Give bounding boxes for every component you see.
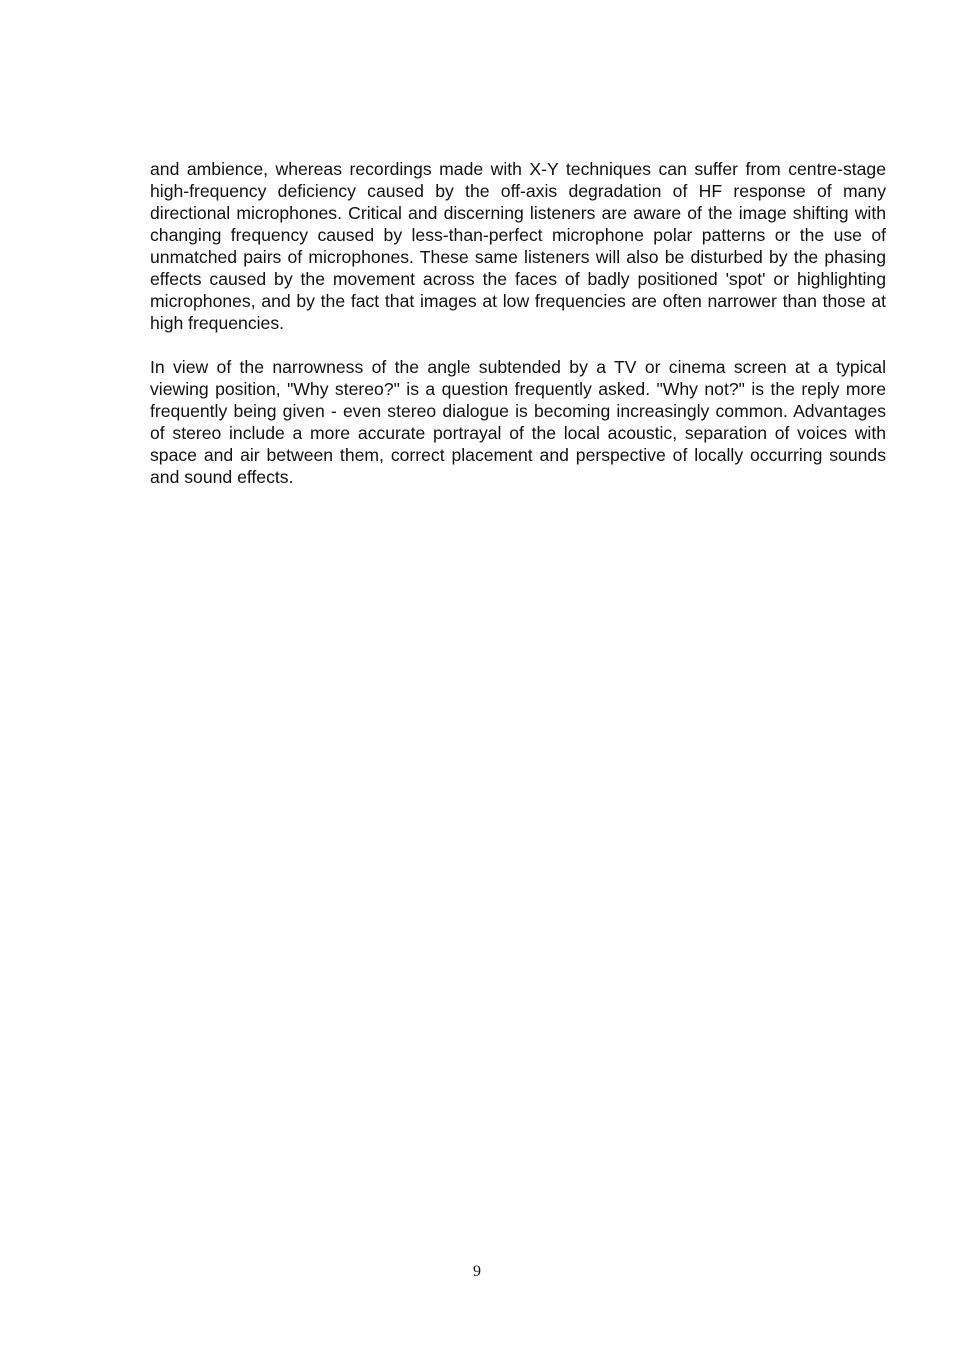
page-number: 9 — [473, 1263, 481, 1280]
body-text — [150, 158, 886, 510]
paragraph-2: In view of the narrowness of the angle subtended by a TV or cinema screen at a typical viewing position, "Why stereo?" is a question frequently asked. "Why not?" is the reply more frequently being given - even stereo dialogue is becoming increasingly common. Advantages of stereo include a more accurate portrayal of the local acoustic, separation of voices with space and air between them, correct placement and perspective of locally occurring sounds and sound effects. — [150, 357, 886, 487]
paragraph-1: and ambience, whereas recordings made with X-Y techniques can suffer from centre-stage high-frequency deficiency caused by the off-axis degradation of HF response of many directional microphones. Critical and discerning listeners are aware of the image shifting with changing frequency caused by less-than-perfect microphone polar patterns or the use of unmatched pairs of microphones. These same listeners will also be disturbed by the phasing effects caused by the movement across the faces of badly positioned 'spot' or highlighting microphones, and by the fact that images at low frequencies are often narrower than those at high frequencies. — [150, 159, 886, 333]
